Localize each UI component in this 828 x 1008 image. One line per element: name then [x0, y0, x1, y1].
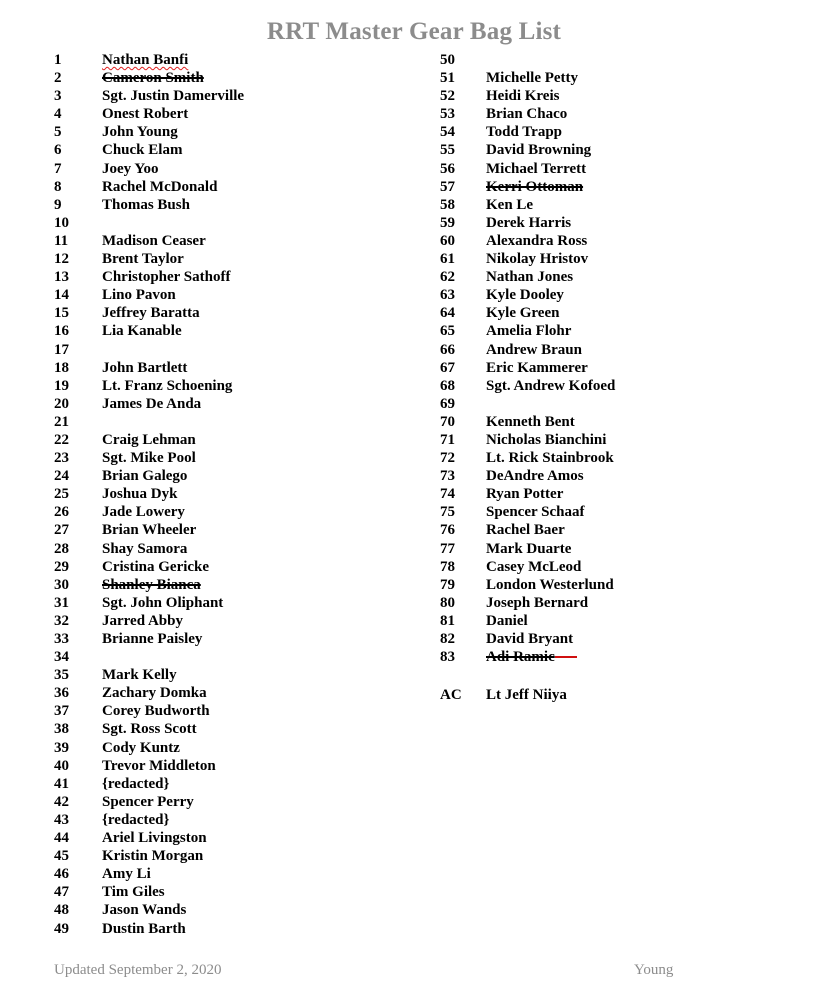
row-name: Mark Duarte [486, 540, 572, 557]
row-name-struck: Shanley Bianca [102, 576, 201, 593]
row-number: 3 [54, 88, 62, 105]
row-name: Jade Lowery [102, 504, 185, 521]
row-name: Joseph Bernard [486, 594, 589, 611]
row-name: Kyle Dooley [486, 287, 564, 304]
row-number: 4 [54, 106, 62, 123]
row-number: 83 [440, 649, 455, 666]
row-number: 38 [54, 721, 69, 738]
row-number: 10 [54, 214, 69, 231]
row-number: 16 [54, 323, 69, 340]
row-number: 75 [440, 504, 455, 521]
row-name: John Bartlett [102, 359, 188, 376]
row-name: Zachary Domka [102, 685, 207, 702]
row-number: 65 [440, 323, 455, 340]
row-name: Christopher Sathoff [102, 269, 231, 286]
row-number: 43 [54, 811, 69, 828]
row-number: 17 [54, 341, 69, 358]
row-name: Daniel [486, 612, 528, 629]
row-name: {redacted} [102, 775, 170, 792]
row-name: Nathan Banfi [102, 52, 189, 68]
row-name: Amelia Flohr [486, 323, 572, 340]
row-number: 59 [440, 214, 455, 231]
row-number: 22 [54, 431, 69, 448]
row-number: 1 [54, 52, 62, 68]
row-number: 52 [440, 88, 455, 105]
row-number: 57 [440, 178, 455, 195]
row-number: 42 [54, 793, 69, 810]
row-number: 51 [440, 70, 455, 87]
row-name: Derek Harris [486, 214, 572, 231]
row-name: Eric Kammerer [486, 359, 588, 376]
row-name: Onest Robert [102, 106, 189, 123]
row-name: Andrew Braun [486, 341, 582, 358]
row-name: Sgt. Ross Scott [102, 721, 197, 738]
row-number: 41 [54, 775, 69, 792]
row-name: Michael Terrett [486, 160, 587, 177]
row-name: Spencer Schaaf [486, 504, 585, 521]
row-number: 73 [440, 468, 455, 485]
row-number: 69 [440, 395, 455, 412]
row-name: Dustin Barth [102, 920, 186, 937]
row-number: 53 [440, 106, 455, 123]
row-number: 64 [440, 305, 455, 322]
row-number: 62 [440, 269, 455, 286]
row-name: {redacted} [102, 811, 170, 828]
red-strike-mark [555, 656, 577, 658]
row-number: 37 [54, 703, 69, 720]
row-number: 8 [54, 178, 62, 195]
row-number: 11 [54, 232, 69, 249]
row-name: Kristin Morgan [102, 848, 204, 865]
row-number: 77 [440, 540, 455, 557]
row-number: 54 [440, 124, 455, 141]
row-number: 55 [440, 142, 455, 159]
row-number: 81 [440, 612, 455, 629]
row-name: Joshua Dyk [102, 486, 178, 503]
row-name: Jarred Abby [102, 612, 183, 629]
row-number: 21 [54, 413, 69, 430]
row-number: 34 [54, 649, 69, 666]
row-number: 20 [54, 395, 69, 412]
row-number: 29 [54, 558, 69, 575]
row-name: Rachel McDonald [102, 178, 218, 195]
row-name: Brent Taylor [102, 251, 184, 268]
row-number: 46 [54, 866, 69, 883]
row-number: 9 [54, 196, 62, 213]
row-name: Lino Pavon [102, 287, 176, 304]
row-number: 67 [440, 359, 455, 376]
row-name: Brian Chaco [486, 106, 568, 123]
row-name: Madison Ceaser [102, 232, 206, 249]
row-number: 70 [440, 413, 455, 430]
row-name: Alexandra Ross [486, 232, 588, 249]
row-number: 80 [440, 594, 455, 611]
row-name: John Young [102, 124, 178, 141]
row-number: 7 [54, 160, 62, 177]
row-name: Kenneth Bent [486, 413, 575, 430]
row-number: 78 [440, 558, 455, 575]
row-number: 45 [54, 848, 69, 865]
row-number: 60 [440, 232, 455, 249]
row-name: Lt Jeff Niiya [486, 687, 567, 704]
row-number: 31 [54, 594, 69, 611]
row-number: 5 [54, 124, 62, 141]
row-number: 23 [54, 450, 69, 467]
row-name: Jason Wands [102, 902, 187, 919]
row-number: 36 [54, 685, 69, 702]
row-name: Lt. Franz Schoening [102, 377, 233, 394]
row-name: Rachel Baer [486, 522, 565, 539]
row-number: 19 [54, 377, 69, 394]
row-number: 68 [440, 377, 455, 394]
row-name: Shay Samora [102, 540, 188, 557]
row-number: 44 [54, 830, 69, 847]
row-name: Ryan Potter [486, 486, 564, 503]
row-number: 39 [54, 739, 69, 756]
row-name: Todd Trapp [486, 124, 563, 141]
row-name: Brian Wheeler [102, 522, 197, 539]
row-number: 79 [440, 576, 455, 593]
row-name-struck-wrap [486, 649, 577, 666]
row-name: Craig Lehman [102, 431, 196, 448]
row-number: 13 [54, 269, 69, 286]
row-number: 32 [54, 612, 69, 629]
row-name-struck: Kerri Ottoman [486, 178, 584, 195]
row-name: Nikolay Hristov [486, 251, 589, 268]
row-name: Heidi Kreis [486, 88, 560, 105]
row-number: 71 [440, 431, 455, 448]
row-name: Joey Yoo [102, 160, 159, 177]
row-name: London Westerlund [486, 576, 614, 593]
row-number: AC [440, 687, 462, 704]
row-name: Spencer Perry [102, 793, 194, 810]
row-name: David Browning [486, 142, 592, 159]
row-number: 50 [440, 52, 455, 68]
row-number: 30 [54, 576, 69, 593]
row-number: 63 [440, 287, 455, 304]
row-name: David Bryant [486, 631, 574, 647]
row-number: 14 [54, 287, 69, 304]
row-name: Cody Kuntz [102, 739, 180, 756]
row-number: 66 [440, 341, 455, 358]
row-number: 47 [54, 884, 69, 901]
row-number: 18 [54, 359, 69, 376]
row-name: Mark Kelly [102, 667, 177, 684]
row-number: 15 [54, 305, 69, 322]
row-number: 56 [440, 160, 455, 177]
row-name: Thomas Bush [102, 196, 190, 213]
row-number: 35 [54, 667, 69, 684]
page-title: RRT Master Gear Bag List [266, 18, 562, 45]
row-name: DeAndre Amos [486, 468, 584, 485]
row-number: 24 [54, 468, 69, 485]
row-name: Nicholas Bianchini [486, 431, 607, 448]
row-name-struck: Cameron Smith [102, 70, 204, 87]
row-name: Cristina Gericke [102, 558, 210, 575]
row-number: 76 [440, 522, 455, 539]
row-number: 40 [54, 757, 69, 774]
row-name: Ken Le [486, 196, 534, 213]
row-name: Lt. Rick Stainbrook [486, 450, 614, 467]
row-number: 26 [54, 504, 69, 521]
row-name: Sgt. John Oliphant [102, 594, 224, 611]
row-number: 58 [440, 196, 455, 213]
row-name: Lia Kanable [102, 323, 182, 340]
row-number: 74 [440, 486, 455, 503]
row-name: Brianne Paisley [102, 631, 203, 647]
row-name: Sgt. Andrew Kofoed [486, 377, 616, 394]
row-name: Tim Giles [102, 884, 165, 901]
row-number: 33 [54, 631, 69, 647]
row-number: 12 [54, 251, 69, 268]
row-number: 6 [54, 142, 62, 159]
row-name: Nathan Jones [486, 269, 574, 286]
row-name: Michelle Petty [486, 70, 579, 87]
row-number: 2 [54, 70, 62, 87]
row-name: Trevor Middleton [102, 757, 216, 774]
row-name: Jeffrey Baratta [102, 305, 200, 322]
row-name: Casey McLeod [486, 558, 582, 575]
row-number: 82 [440, 631, 455, 647]
row-number: 48 [54, 902, 69, 919]
row-name: Corey Budworth [102, 703, 210, 720]
row-name: Sgt. Justin Damerville [102, 88, 245, 105]
row-name: Brian Galego [102, 468, 188, 485]
row-name: Sgt. Mike Pool [102, 450, 196, 467]
footer-author: Young [634, 962, 674, 978]
row-name: James De Anda [102, 395, 202, 412]
row-number: 25 [54, 486, 69, 503]
row-name: Ariel Livingston [102, 830, 207, 847]
row-name: Kyle Green [486, 305, 560, 322]
row-number: 49 [54, 920, 69, 937]
row-number: 61 [440, 251, 455, 268]
row-number: 72 [440, 450, 455, 467]
row-number: 28 [54, 540, 69, 557]
row-name: Amy Li [102, 866, 151, 883]
row-number: 27 [54, 522, 69, 539]
footer-updated: Updated September 2, 2020 [54, 962, 222, 978]
row-name-struck: Adi Ramic [486, 649, 555, 666]
row-name: Chuck Elam [102, 142, 183, 159]
